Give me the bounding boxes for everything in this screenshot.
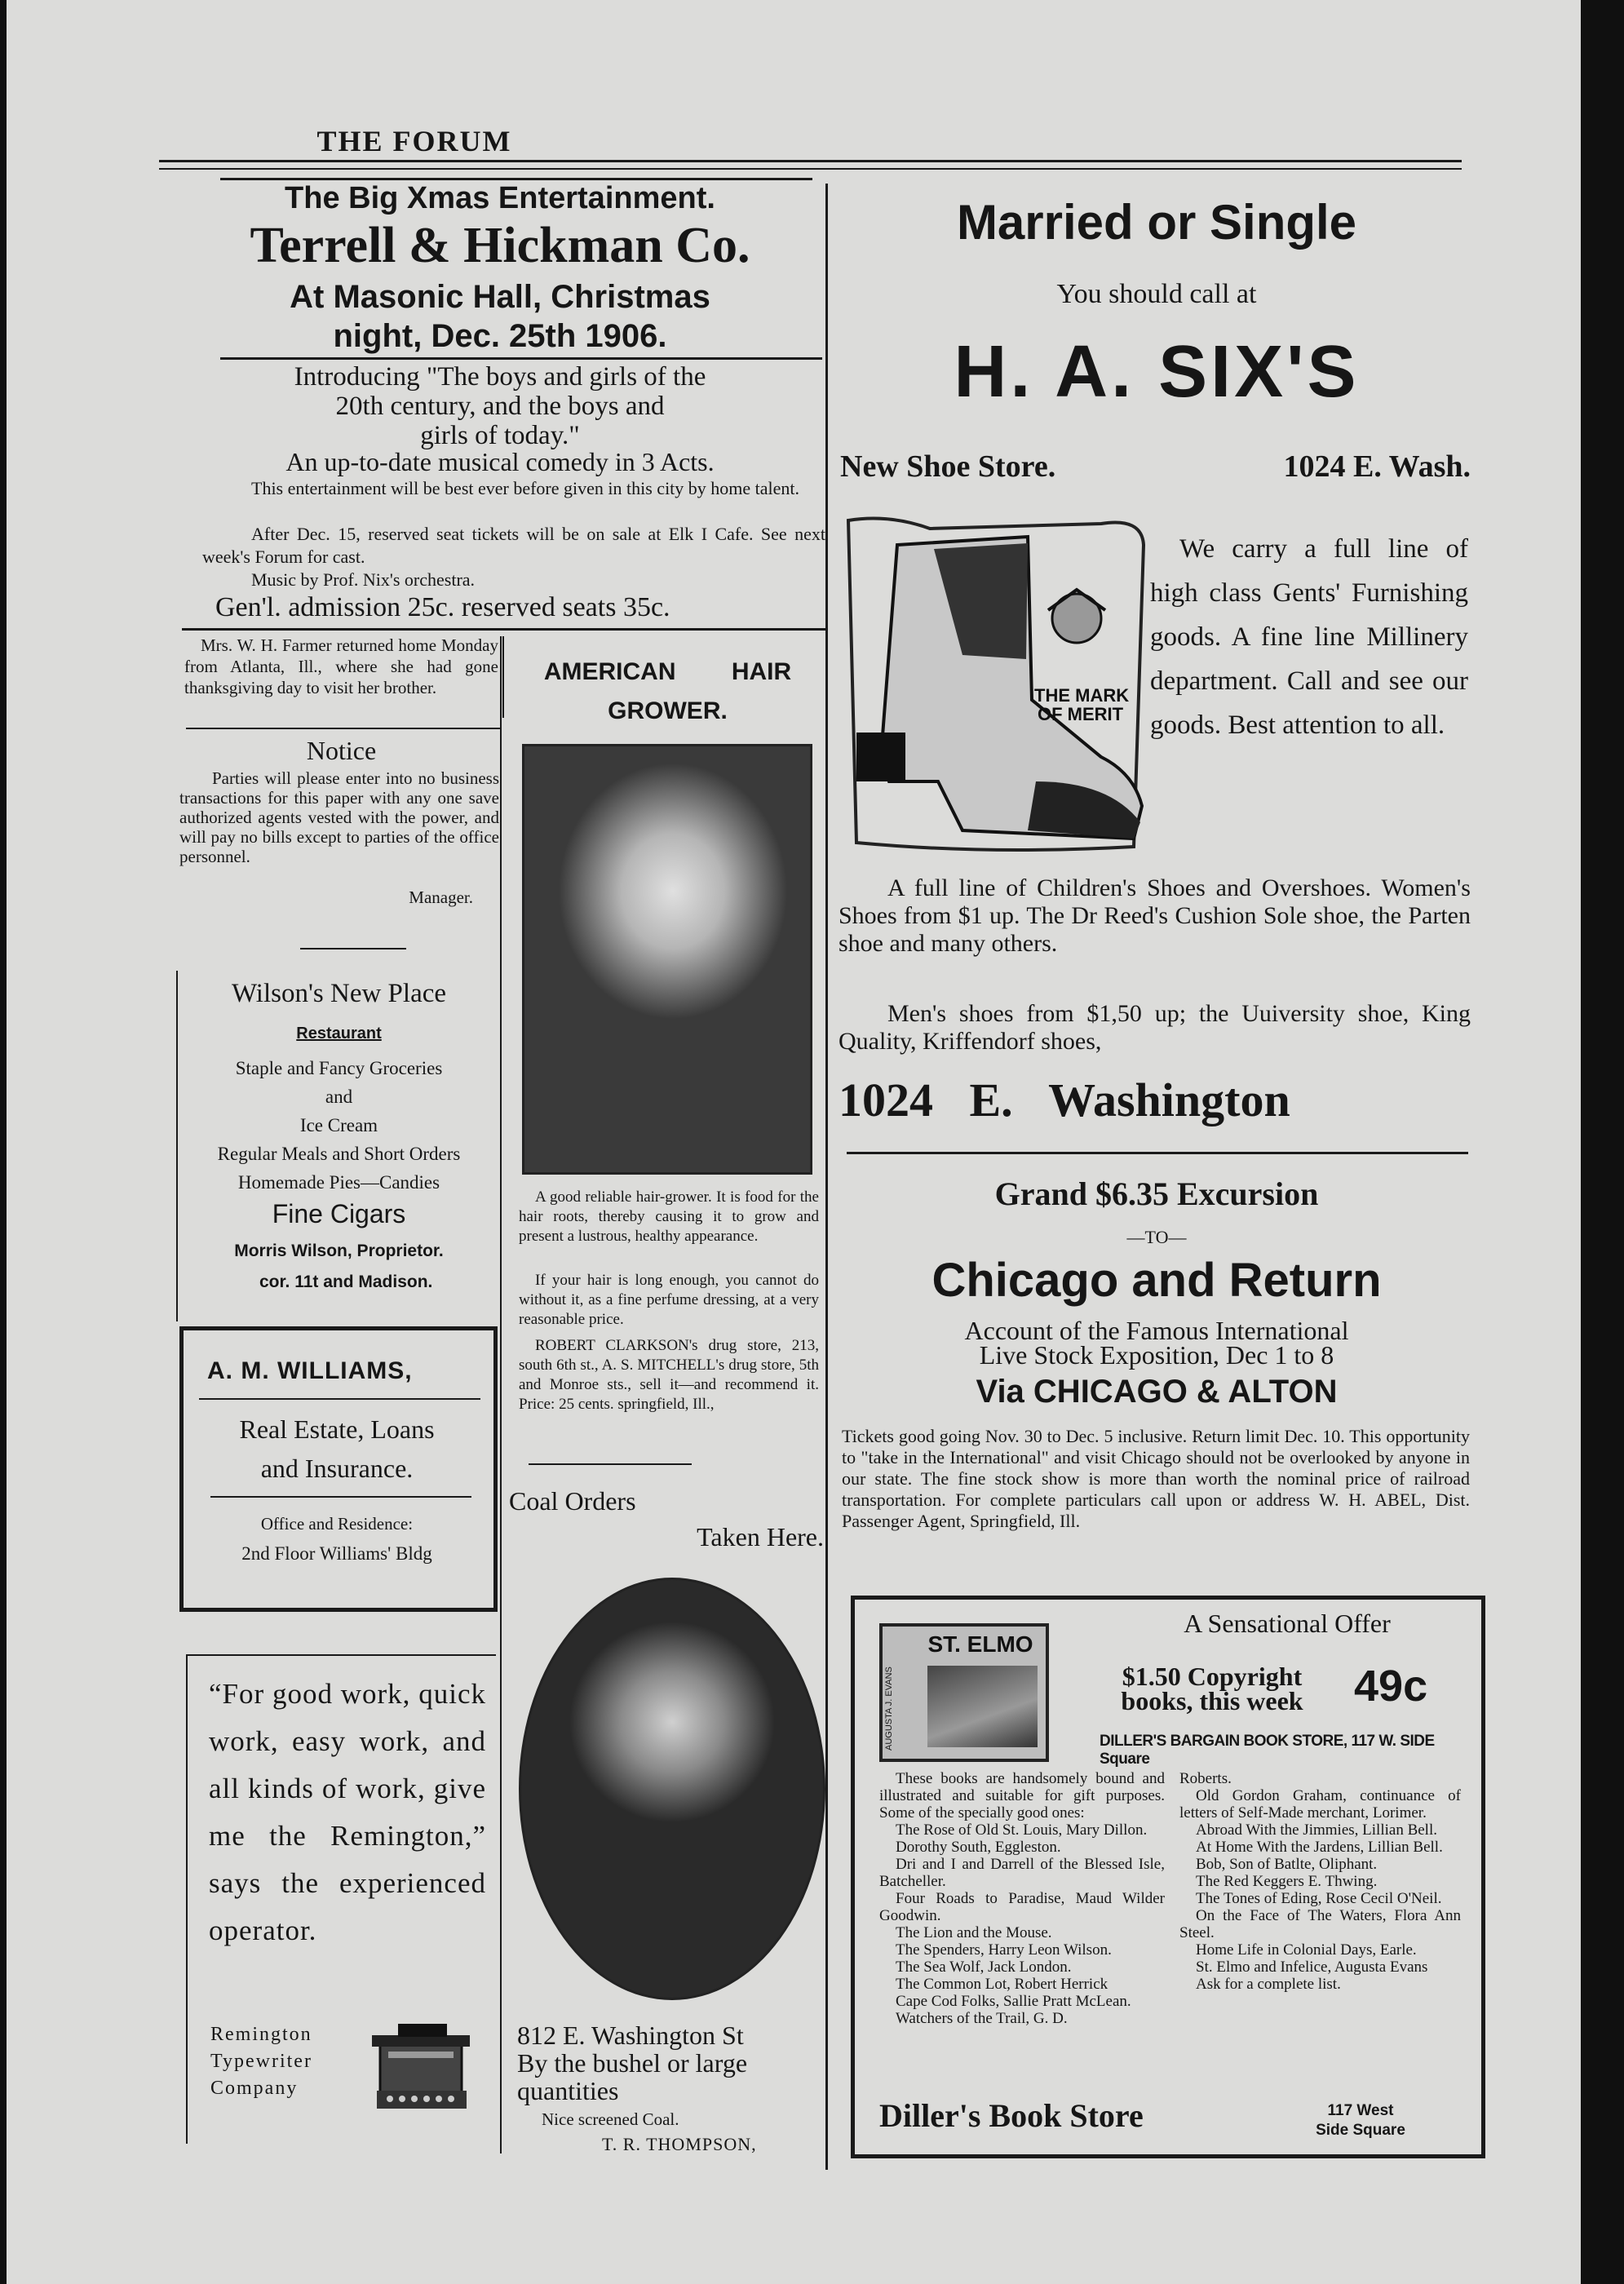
coal-portrait: [519, 1578, 825, 2000]
williams-rule-2: [210, 1496, 471, 1498]
diller-left-6: The Spenders, Harry Leon Wilson.: [896, 1941, 1112, 1959]
diller-copy-2: books, this week: [1121, 1686, 1303, 1715]
notice-sign: Manager.: [409, 887, 473, 907]
mark-of-merit-1: THE MARK: [1034, 685, 1130, 706]
notice-rule: [300, 948, 406, 949]
diller-right-9: St. Elmo and Infelice, Augusta Evans: [1196, 1959, 1428, 1976]
diller-left-7: The Sea Wolf, Jack London.: [896, 1959, 1072, 1976]
diller-address: [1279, 2101, 1442, 2140]
diller-copy-1: $1.50 Copyright: [1122, 1662, 1303, 1691]
diller-left-10: Watchers of the Trail, G. D.: [896, 2010, 1068, 2027]
book-title: ST. ELMO: [927, 1631, 1033, 1657]
hair-top-rule: [502, 636, 504, 718]
six-rule: [847, 1152, 1468, 1154]
diller-right-5: The Red Keggers E. Thwing.: [1196, 1873, 1378, 1890]
xmas-intro-3: girls of today.": [420, 421, 580, 450]
williams-line-3: Office and Residence:: [260, 1514, 414, 1534]
six-bottom: 1024 E. Washington: [839, 1073, 1290, 1127]
coal-line-5: Nice screened Coal.: [542, 2109, 679, 2129]
hair-title: AMERICAN HAIR GROWER.: [543, 658, 792, 724]
remington-line-1: Remington: [210, 2024, 312, 2045]
excursion-title: Grand $6.35 Excursion: [994, 1175, 1319, 1212]
excursion-account: [839, 1316, 1475, 1370]
xmas-p2: After Dec. 15, reserved seat tickets will be on sale at Elk I Cafe. See next week's Forum for cast.: [202, 524, 825, 567]
excursion-to: —TO—: [1126, 1227, 1187, 1247]
williams-rule-1: [199, 1398, 480, 1400]
six-addr: 1024 E. Wash.: [1283, 449, 1471, 484]
diller-right-6: The Tones of Eding, Rose Cecil O'Neil.: [1196, 1890, 1442, 1907]
diller-right-8: Home Life in Colonial Days, Earle.: [1196, 1941, 1417, 1959]
remington-quote: “For good work, quick work, easy work, and all kinds of work, give me the Remington,” says the experienced operator.: [209, 1678, 486, 1946]
coal-lines: [517, 2021, 827, 2105]
farmer-rule: [186, 728, 500, 729]
xmas-top-line: The Big Xmas Entertainment.: [285, 181, 715, 215]
diller-books-left: [879, 1770, 1165, 2027]
diller-left-0: These books are handsomely bound and illustrated and suitable for gift purposes. Some of the specially good ones:: [879, 1770, 1165, 1821]
diller-left-2: Dorothy South, Eggleston.: [896, 1839, 1061, 1856]
diller-right-0: Roberts.: [1179, 1770, 1232, 1787]
diller-left-9: Cape Cod Folks, Sallie Pratt McLean.: [896, 1993, 1131, 2010]
shoe-illustration-icon: [840, 512, 1154, 856]
masthead-rule-bottom: [159, 168, 1462, 170]
xmas-venue: At Masonic Hall, Christmas: [290, 279, 710, 315]
diller-footer: Diller's Book Store: [879, 2097, 1144, 2134]
diller-addr-1: 117 West: [1327, 2102, 1394, 2119]
six-head: Married or Single: [956, 195, 1357, 250]
mark-of-merit-2: OF MERIT: [1038, 704, 1124, 724]
wilson-line-7: Morris Wilson, Proprietor.: [234, 1242, 444, 1260]
williams-services: [186, 1410, 488, 1488]
coal-line-2: Taken Here.: [697, 1522, 824, 1551]
diller-offer: A Sensational Offer: [1184, 1609, 1391, 1638]
remington-left-rule: [186, 1654, 188, 2144]
column-divider-left: [500, 636, 502, 2153]
diller-left-1: The Rose of Old St. Louis, Mary Dillon.: [896, 1821, 1148, 1839]
williams-line-1: Real Estate, Loans: [239, 1414, 435, 1444]
remington-line-2: Typewriter: [210, 2051, 312, 2072]
diller-addr-2: Side Square: [1316, 2122, 1405, 2139]
notice-body: Parties will please enter into no business transactions for this paper with any one save authorized agents vested with the power, and will pay no bills except to parties of the office personnel.: [179, 768, 499, 866]
coal-line-1: Coal Orders: [509, 1486, 636, 1516]
masthead-rule-top: [159, 160, 1462, 162]
excursion-body: Tickets good going Nov. 30 to Dec. 5 inclusive. Return limit Dec. 10. This opportunity to "take in the International" and visit Chicago should not be overlooked by anyone in our state. The fine stock show is more than worth the nominal price of railroad transportation. For complete particulars call upon or address W. H. ABEL, Dist. Passenger Agent, Springfield, Ill.: [842, 1426, 1470, 1531]
xmas-company: Terrell & Hickman Co.: [250, 218, 750, 273]
coal-line-4: By the bushel or large quantities: [517, 2048, 748, 2105]
remington-line-3: Company: [210, 2078, 299, 2099]
st-elmo-book-icon: [879, 1623, 1049, 1762]
wilson-line-6: Fine Cigars: [272, 1199, 406, 1228]
six-p2: Men's shoes from $1,50 up; the Uuiversity shoe, King Quality, Kriffendorf shoes,: [839, 1000, 1471, 1055]
diller-right-7: On the Face of The Waters, Flora Ann Steel.: [1179, 1907, 1461, 1941]
excursion-account-2: Live Stock Exposition, Dec 1 to 8: [979, 1340, 1334, 1370]
xmas-p3: Music by Prof. Nix's orchestra.: [251, 569, 476, 590]
coal-rule: [529, 1463, 692, 1465]
diller-right-10: Ask for a complete list.: [1196, 1976, 1341, 1993]
farmer-note: Mrs. W. H. Farmer returned home Monday from Atlanta, Ill., where she had gone thanksgiving day to visit her brother.: [184, 635, 498, 697]
remington-company: [210, 2021, 374, 2102]
williams-name: A. M. WILLIAMS,: [207, 1357, 413, 1384]
wilson-title: Wilson's New Place: [231, 979, 447, 1008]
newspaper-page: [7, 0, 1581, 2284]
xmas-admission: Gen'l. admission 25c. reserved seats 35c.: [215, 592, 670, 622]
wilson-line-5: Homemade Pies—Candies: [237, 1172, 440, 1193]
hair-p1: A good reliable hair-grower. It is food for the hair roots, thereby causing it to grow and present a lustrous, healthy appearance.: [519, 1188, 819, 1245]
hair-p3: ROBERT CLARKSON's drug store, 213, south 6th st., A. S. MITCHELL's drug store, 5th and Monroe sts., sell it—and recommend it. Price: 25 cents. springfield, Ill.,: [519, 1337, 819, 1413]
six-store: New Shoe Store.: [840, 449, 1056, 484]
excursion-dest: Chicago and Return: [931, 1254, 1382, 1307]
wilson-line-2: and: [325, 1087, 353, 1107]
wilson-line-4: Regular Meals and Short Orders: [217, 1144, 461, 1164]
coal-line-6: T. R. THOMPSON,: [602, 2134, 757, 2154]
xmas-intro-2: 20th century, and the boys and: [335, 392, 665, 421]
notice-title: Notice: [306, 736, 377, 765]
six-name: H. A. SIX'S: [954, 331, 1360, 413]
six-p1: A full line of Children's Shoes and Overshoes. Women's Shoes from $1 up. The Dr Reed's Cushion Sole shoe, the Parten shoe and many others.: [839, 874, 1471, 957]
masthead: THE FORUM: [316, 125, 512, 157]
xmas-rule-bottom: [182, 628, 826, 631]
diller-right-2: Abroad With the Jimmies, Lillian Bell.: [1196, 1821, 1437, 1839]
coal-line-3: 812 E. Washington St: [517, 2021, 744, 2050]
xmas-rule-mid: [220, 357, 822, 360]
column-divider-center: [825, 184, 828, 2170]
six-call: You should call at: [1056, 279, 1257, 309]
diller-left-3: Dri and I and Darrell of the Blessed Isle, Batcheller.: [879, 1856, 1165, 1890]
williams-line-4: 2nd Floor Williams' Bldg: [241, 1543, 432, 1564]
remington-rule-top: [186, 1654, 496, 1656]
diller-store-line: DILLER'S BARGAIN BOOK STORE, 117 W. SIDE Square: [1100, 1733, 1435, 1768]
wilson-lines: [178, 1054, 500, 1197]
six-side-text: We carry a full line of high class Gents' Furnishing goods. A fine line Millinery department. Call and see our goods. Best attention to all.: [1150, 534, 1468, 740]
diller-left-5: The Lion and the Mouse.: [896, 1924, 1052, 1941]
hair-photo: [522, 744, 812, 1175]
diller-right-1: Old Gordon Graham, continuance of letters of Self-Made merchant, Lorimer.: [1179, 1787, 1461, 1821]
wilson-sub: Restaurant: [296, 1025, 382, 1042]
wilson-line-3: Ice Cream: [299, 1115, 378, 1135]
williams-line-2: and Insurance.: [260, 1454, 414, 1483]
diller-right-3: At Home With the Jardens, Lillian Bell.: [1196, 1839, 1443, 1856]
excursion-account-1: Account of the Famous International: [964, 1316, 1349, 1345]
diller-books-right: [1179, 1770, 1461, 1993]
xmas-date: night, Dec. 25th 1906.: [333, 318, 667, 354]
wilson-line-1: Staple and Fancy Groceries: [235, 1058, 443, 1078]
excursion-via: Via CHICAGO & ALTON: [976, 1374, 1338, 1410]
wilson-line-8: cor. 11t and Madison.: [259, 1273, 433, 1291]
diller-left-4: Four Roads to Paradise, Maud Wilder Goodwin.: [879, 1890, 1165, 1924]
diller-copyright: [1082, 1664, 1343, 1713]
diller-price: 49c: [1354, 1662, 1428, 1711]
xmas-intro-1: Introducing "The boys and girls of the: [294, 362, 706, 392]
xmas-comedy: An up-to-date musical comedy in 3 Acts.: [285, 447, 715, 476]
typewriter-icon: [365, 2019, 480, 2121]
book-cover-art: [927, 1666, 1038, 1747]
book-author: AUGUSTA J. EVANS: [884, 1667, 894, 1751]
xmas-p1: This entertainment will be best ever before given in this city by home talent.: [251, 478, 800, 498]
diller-left-8: The Common Lot, Robert Herrick: [896, 1976, 1108, 1993]
hair-p2: If your hair is long enough, you cannot do without it, as a fine perfume dressing, at a very reasonable price.: [519, 1272, 819, 1328]
diller-right-4: Bob, Son of Batlte, Oliphant.: [1196, 1856, 1378, 1873]
xmas-intro: [178, 362, 822, 450]
xmas-rule-top: [220, 178, 812, 180]
